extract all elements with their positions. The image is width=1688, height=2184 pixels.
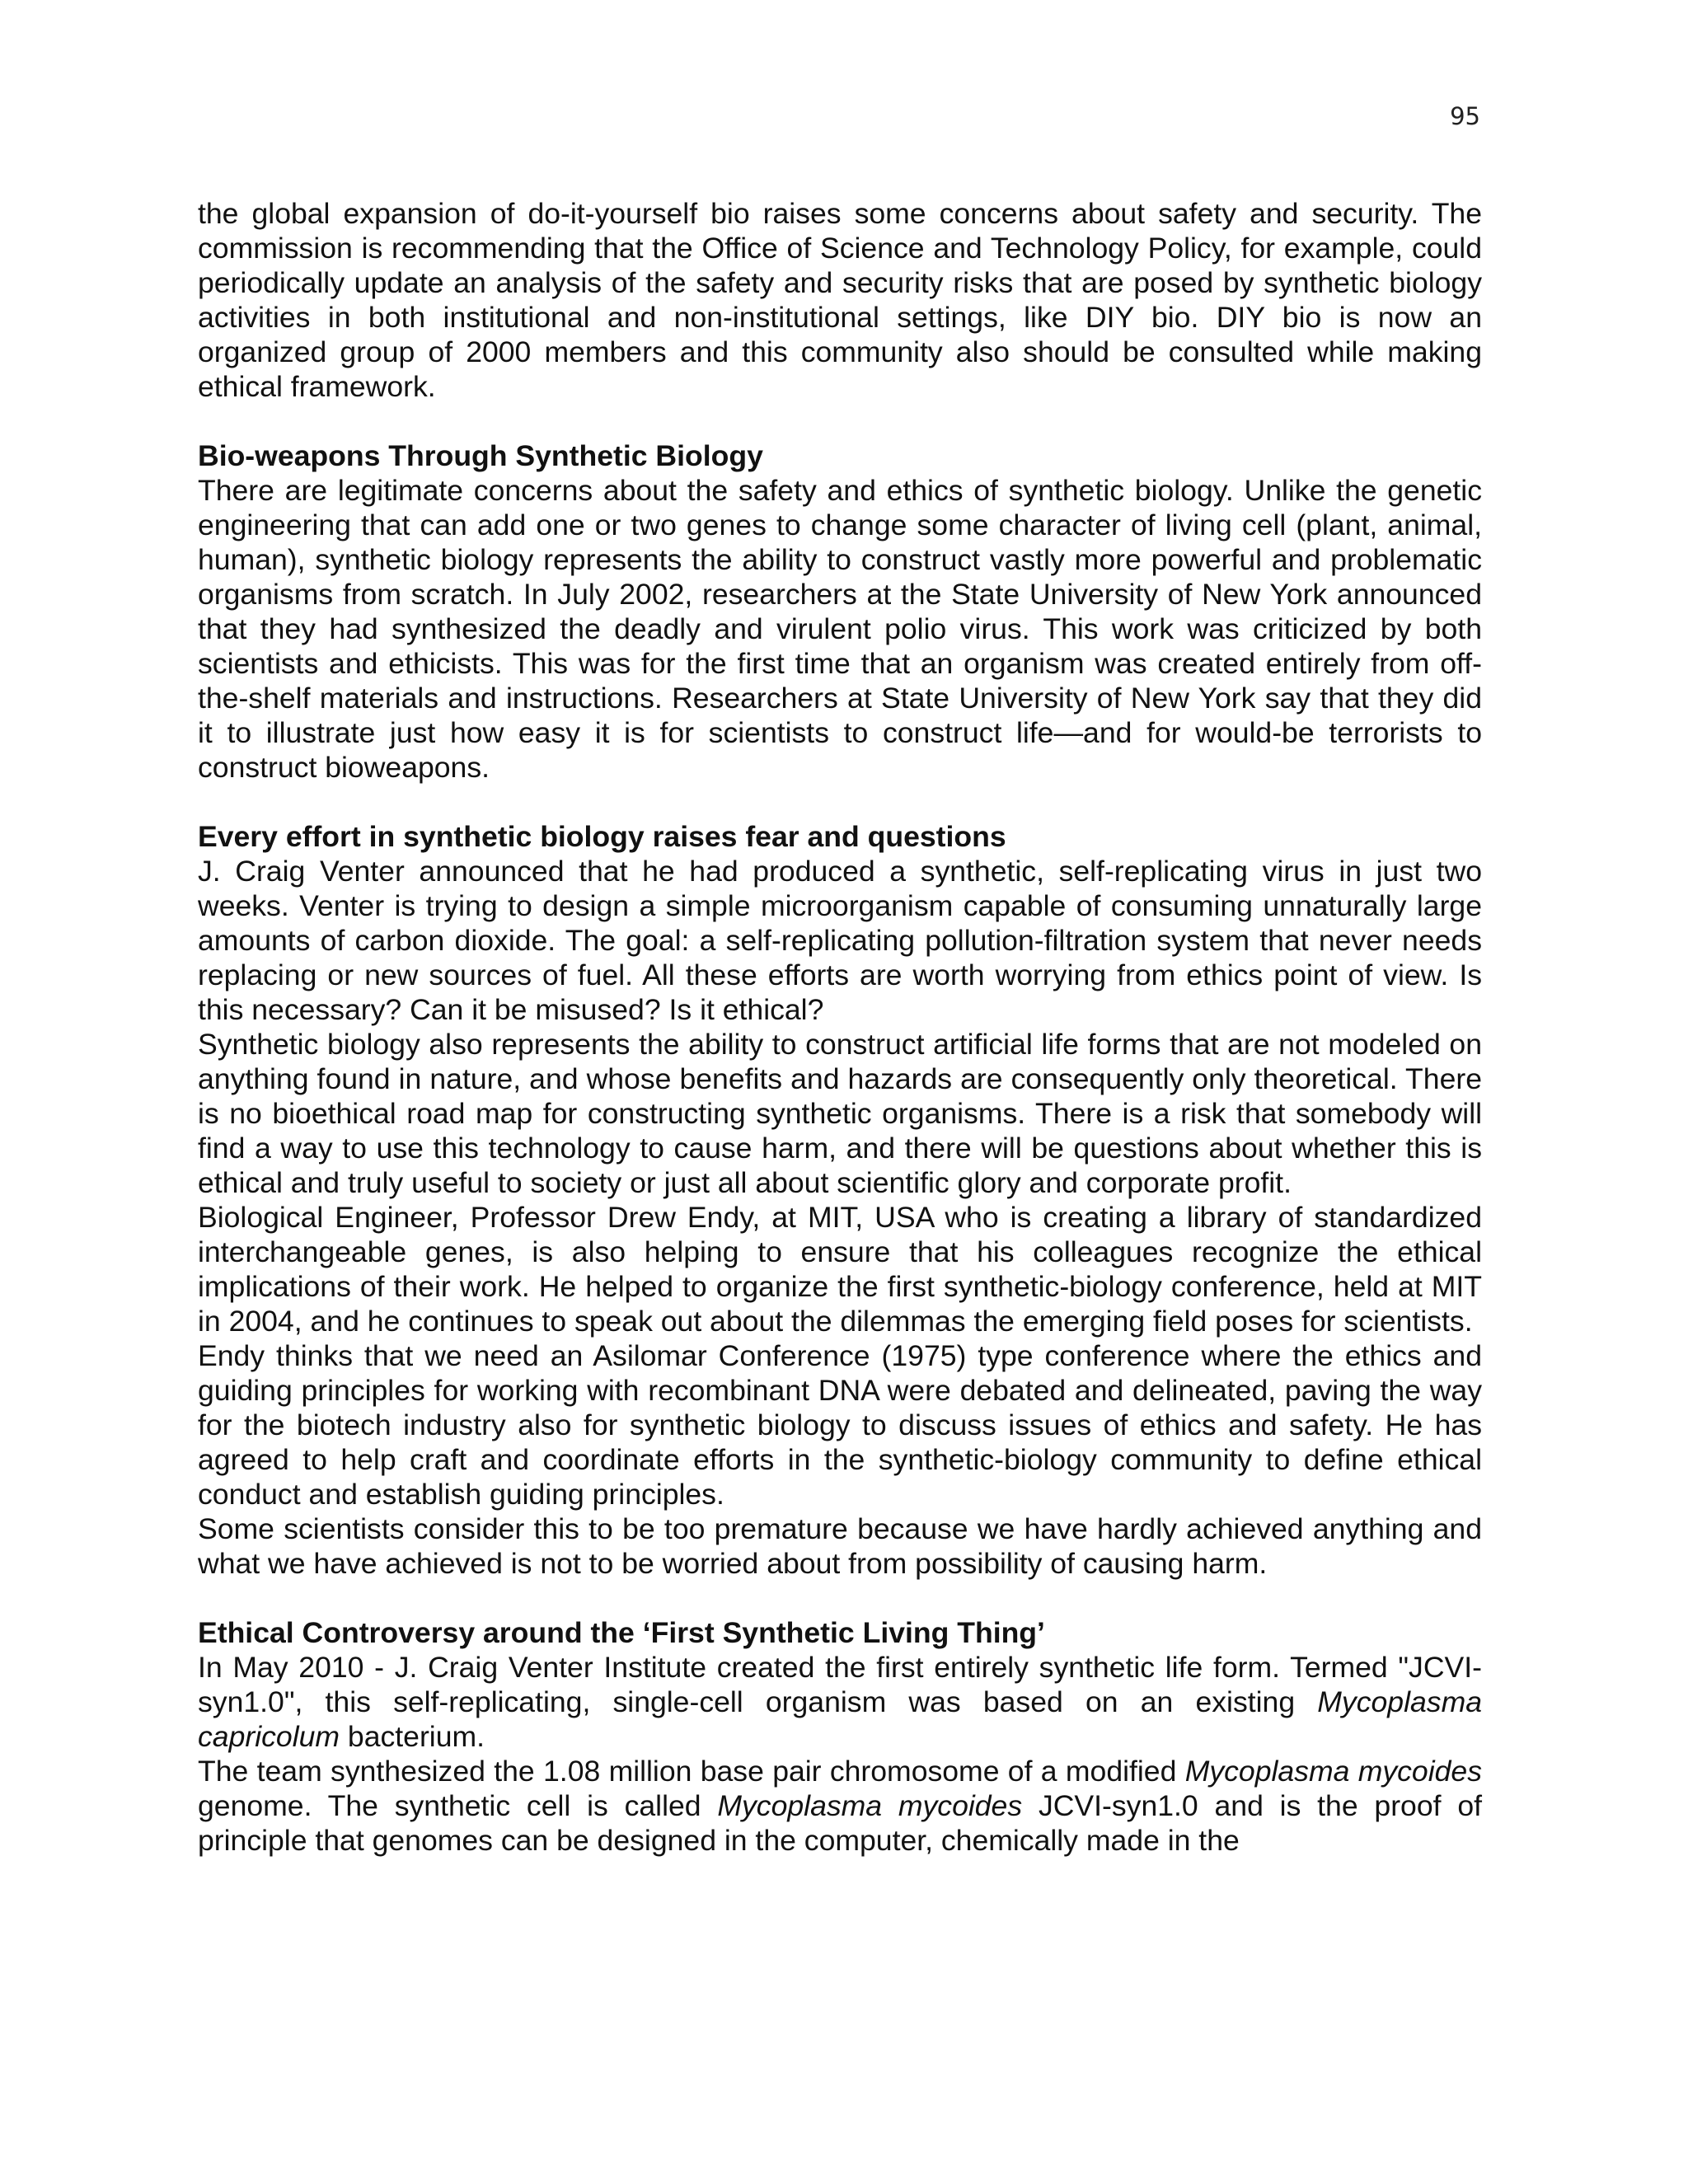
paragraph: There are legitimate concerns about the safety and ethics of synthetic biology. Unlike the genetic engineering that can add one or two genes to change some character of living cell (plant, animal, human), synthetic biology represents the ability to construct vastly more powerful and problematic organisms from scratch. In July 2002, researchers at the State University of New York announced that they had synthesized the deadly and virulent polio virus. This work was criticized by both scientists and ethicists. This was for the first time that an organism was created entirely from off-the-shelf materials and instructions. Researchers at State University of New York say that they did it to illustrate just how easy it is for scientists to construct life—and for would-be terrorists to construct bioweapons. <box>198 474 1482 784</box>
paragraph <box>198 1650 1482 1754</box>
paragraph <box>198 1754 1482 1858</box>
document-body <box>198 196 1482 1858</box>
text-run: The team synthesized the 1.08 million base pair chromosome of a modified <box>198 1755 1185 1788</box>
paragraph: Some scientists consider this to be too premature because we have hardly achieved anything and what we have achieved is not to be worried about from possibility of causing harm. <box>198 1512 1482 1580</box>
text-run: JCVI-syn1.0 and is the proof of principle that genomes can be designed in the computer, chemically made in the <box>198 1789 1482 1857</box>
section-heading-ethical-controversy: Ethical Controversy around the ‘First Synthetic Living Thing’ <box>198 1616 1045 1649</box>
paragraph: Endy thinks that we need an Asilomar Conference (1975) type conference where the ethics and guiding principles for working with recombinant DNA were debated and delineated, paving the way for the biotech industry also for synthetic biology to discuss issues of ethics and safety. He has agreed to help craft and coordinate efforts in the synthetic-biology community to define ethical conduct and establish guiding principles. <box>198 1339 1482 1511</box>
species-name: Mycoplasma mycoides <box>717 1789 1023 1822</box>
paragraph-gap <box>198 785 1482 819</box>
text-run: genome. The synthetic cell is called <box>198 1789 718 1822</box>
species-name: Mycoplasma mycoides <box>1184 1755 1482 1788</box>
species-name: Mycoplasma capricolum <box>198 1685 1482 1753</box>
paragraph: J. Craig Venter announced that he had produced a synthetic, self-replicating virus in just two weeks. Venter is trying to design a simple microorganism capable of consuming unnaturally large amounts of carbon dioxide. The goal: a self-replicating pollution-filtration system that never needs replacing or new sources of fuel. All these efforts are worth worrying from ethics point of view. Is this necessary? Can it be misused? Is it ethical? <box>198 855 1482 1026</box>
paragraph-gap <box>198 404 1482 438</box>
section-heading-bioweapons: Bio-weapons Through Synthetic Biology <box>198 439 763 472</box>
paragraph: Biological Engineer, Professor Drew Endy, at MIT, USA who is creating a library of standardized interchangeable genes, is also helping to ensure that his colleagues recognize the ethical implications of their work. He helped to organize the first synthetic-biology conference, held at MIT in 2004, and he continues to speak out about the dilemmas the emerging field poses for scientists. <box>198 1201 1482 1338</box>
section-heading-every-effort: Every effort in synthetic biology raises fear and questions <box>198 820 1006 853</box>
paragraph: the global expansion of do-it-yourself bio raises some concerns about safety and security. The commission is recommending that the Office of Science and Technology Policy, for example, could periodically update an analysis of the safety and security risks that are posed by synthetic biology activities in both institutional and non-institutional settings, like DIY bio. DIY bio is now an organized group of 2000 members and this community also should be consulted while making ethical framework. <box>198 197 1482 403</box>
text-run: bacterium. <box>340 1720 485 1753</box>
paragraph: Synthetic biology also represents the ability to construct artificial life forms that are not modeled on anything found in nature, and whose benefits and hazards are consequently only theoretical. There is no bioethical road map for constructing synthetic organisms. There is a risk that somebody will find a way to use this technology to cause harm, and there will be questions about whether this is ethical and truly useful to society or just all about scientific glory and corporate profit. <box>198 1028 1482 1199</box>
page-number: 95 <box>1450 102 1480 130</box>
text-run: In May 2010 - J. Craig Venter Institute created the first entirely synthetic life form. Termed "JCVI-syn1.0", this self-replicating, single-cell organism was based on an existing <box>198 1651 1482 1718</box>
paragraph-gap <box>198 1581 1482 1615</box>
